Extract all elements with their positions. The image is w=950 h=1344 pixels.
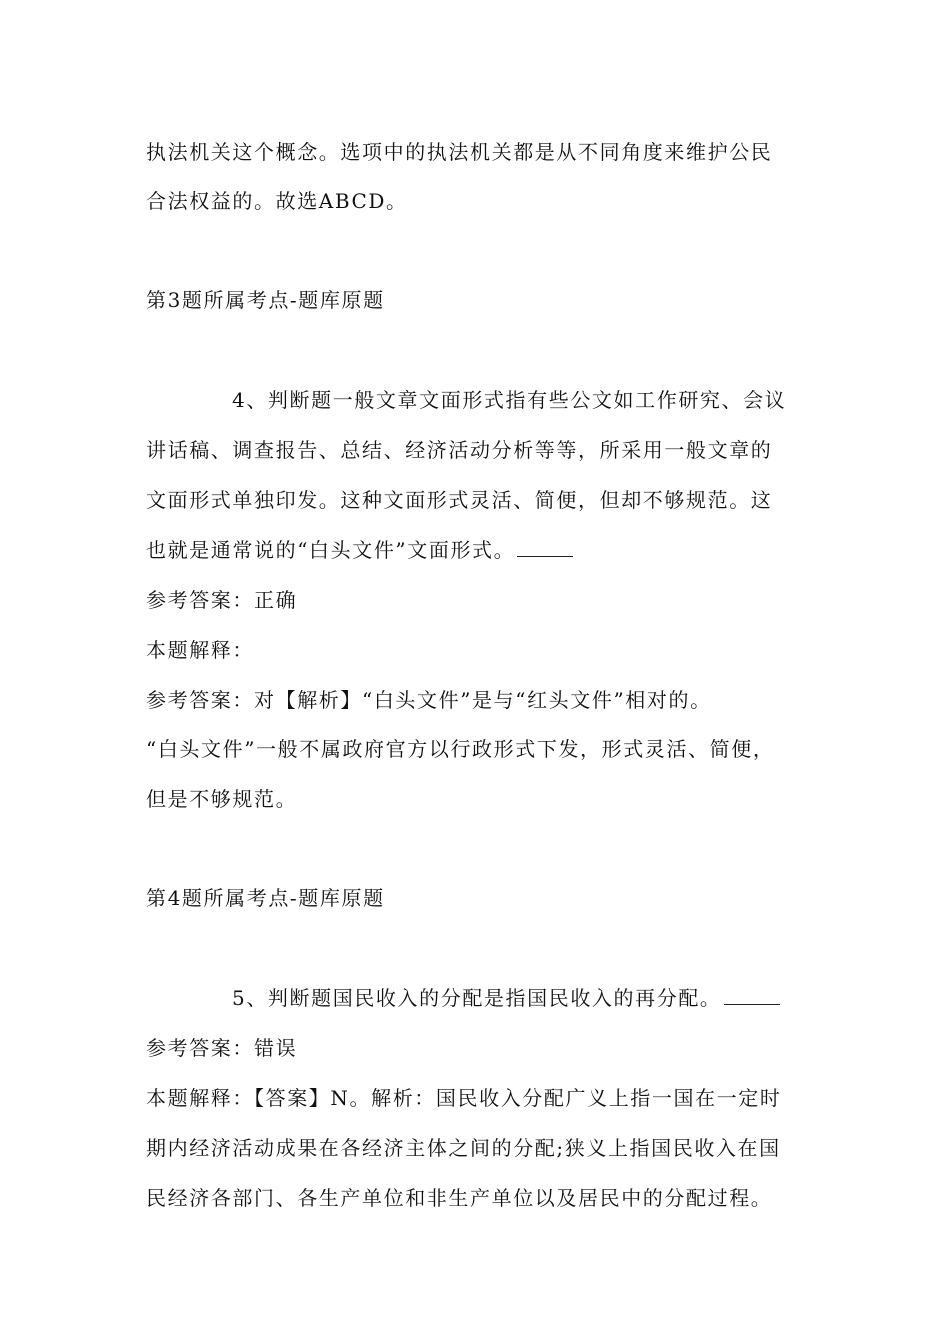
paragraph-line: 合法权益的。故选ABCD。 — [146, 189, 408, 213]
question-line: 文面形式单独印发。这种文面形式灵活、简便，但却不够规范。这 — [146, 488, 773, 512]
answer-blank — [724, 986, 780, 1005]
question-line — [146, 536, 846, 564]
explanation-line: 但是不够规范。 — [146, 787, 298, 811]
explanation-line: 民经济各部门、各生产单位和非生产单位以及居民中的分配过程。 — [146, 1186, 773, 1210]
question-line: 讲话稿、调查报告、总结、经济活动分析等等，所采用一般文章的 — [146, 438, 773, 462]
answer-blank — [517, 538, 573, 557]
paragraph-line: 执法机关这个概念。选项中的执法机关都是从不同角度来维护公民 — [146, 140, 773, 164]
explanation-line: 本题解释：【答案】N。解析：国民收入分配广义上指一国在一定时 — [146, 1086, 782, 1110]
question-text: 也就是通常说的“白头文件”文面形式。 — [146, 538, 516, 562]
reference-answer: 参考答案：错误 — [146, 1036, 298, 1060]
explanation-label: 本题解释： — [146, 638, 254, 662]
topic-heading: 第3题所属考点-题库原题 — [146, 288, 385, 312]
question-line — [232, 984, 932, 1012]
explanation-line: “白头文件”一般不属政府官方以行政形式下发，形式灵活、简便， — [146, 737, 775, 761]
question-text: 5、判断题国民收入的分配是指国民收入的再分配。 — [232, 986, 722, 1010]
explanation-line: 参考答案：对【解析】“白头文件”是与“红头文件”相对的。 — [146, 688, 712, 712]
topic-heading: 第4题所属考点-题库原题 — [146, 886, 385, 910]
explanation-line: 期内经济活动成果在各经济主体之间的分配;狭义上指国民收入在国 — [146, 1136, 781, 1160]
reference-answer: 参考答案：正确 — [146, 588, 298, 612]
question-line: 4、判断题一般文章文面形式指有些公文如工作研究、会议 — [232, 388, 787, 412]
